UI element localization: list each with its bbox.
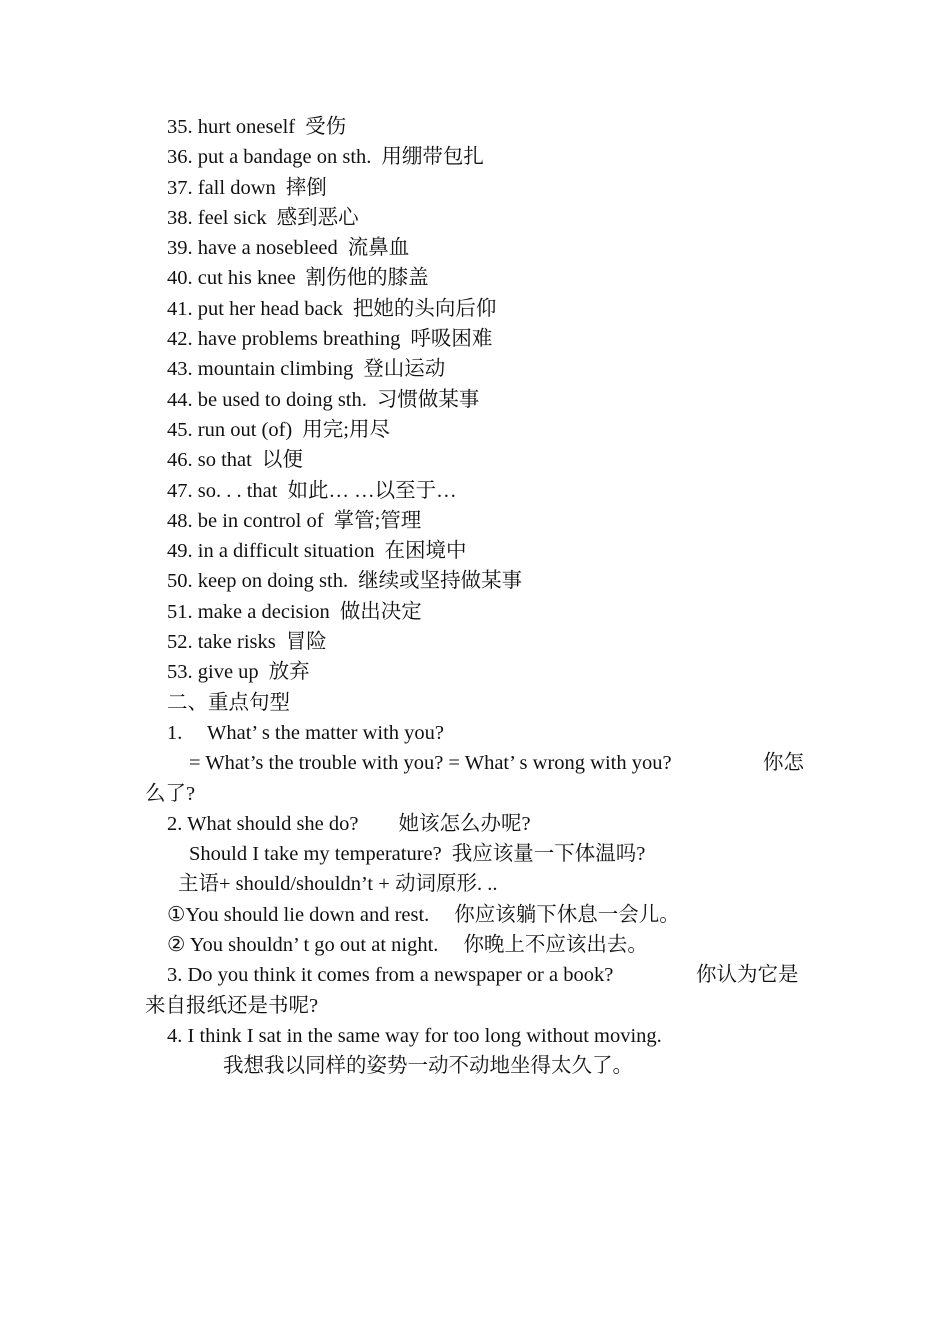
vocab-item xyxy=(0,324,950,354)
vocab-en: 35. hurt oneself xyxy=(167,116,296,138)
vocab-en: 42. have problems breathing xyxy=(167,328,401,351)
sentence-en: Should I take my temperature? xyxy=(189,843,442,866)
vocab-en: 51. make a decision xyxy=(167,600,330,623)
vocab-zh: 割伤他的膝盖 xyxy=(305,267,429,290)
vocab-item xyxy=(0,294,950,324)
vocab-en: 45. run out (of) xyxy=(167,418,293,441)
vocab-zh: 受伤 xyxy=(305,116,347,138)
sentence-en: What’ s the matter with you? xyxy=(207,721,445,744)
vocab-en: 40. cut his knee xyxy=(167,267,296,290)
sentence-zh: 你认为它是 xyxy=(696,964,799,987)
vocab-en: 41. put her head back xyxy=(167,297,343,320)
vocab-zh: 做出决定 xyxy=(339,600,422,623)
sentence-2-pattern: 主语+ should/shouldn’t + 动词原形. .. xyxy=(178,873,498,896)
vocab-zh: 习惯做某事 xyxy=(376,388,480,411)
vocab-en: 37. fall down xyxy=(167,176,276,199)
sentence-1-alt xyxy=(0,748,950,778)
vocab-zh: 以便 xyxy=(261,449,303,472)
vocab-en: 39. have a nosebleed xyxy=(167,237,338,260)
sentence-en: 3. Do you think it comes from a newspaper or a book? xyxy=(167,964,614,987)
sentence-zh: 你应该躺下休息一会儿。 xyxy=(454,903,680,926)
vocab-item xyxy=(0,627,950,657)
sentence-zh: 你晚上不应该出去。 xyxy=(463,934,648,957)
vocab-zh: 用完;用尽 xyxy=(302,418,390,441)
vocab-zh: 冒险 xyxy=(285,631,327,654)
vocab-zh: 流鼻血 xyxy=(347,237,410,260)
vocab-en: 43. mountain climbing xyxy=(167,358,354,381)
vocab-en: 49. in a difficult situation xyxy=(167,540,375,563)
vocab-item xyxy=(0,657,950,687)
sentence-en: = What’s the trouble with you? = What’ s wrong with you? xyxy=(189,752,672,775)
vocab-zh: 登山运动 xyxy=(363,358,446,381)
vocab-item xyxy=(0,112,950,142)
vocab-en: 50. keep on doing sth. xyxy=(167,570,349,593)
sentence-en: ①You should lie down and rest. xyxy=(167,903,430,926)
sentence-number: 1. xyxy=(167,721,183,744)
vocab-zh: 如此… …以至于… xyxy=(287,479,457,502)
vocab-item xyxy=(0,233,950,263)
sentence-zh: 我应该量一下体温吗? xyxy=(451,843,646,866)
vocab-item xyxy=(0,506,950,536)
vocab-zh: 继续或坚持做某事 xyxy=(358,570,523,593)
example-1 xyxy=(0,900,950,930)
vocab-item xyxy=(0,536,950,566)
vocab-item xyxy=(0,354,950,384)
vocab-zh: 把她的头向后仰 xyxy=(352,297,497,320)
vocab-en: 53. give up xyxy=(167,661,259,684)
sentence-1 xyxy=(0,718,950,748)
vocab-item xyxy=(0,385,950,415)
vocab-en: 38. feel sick xyxy=(167,206,267,229)
vocab-en: 44. be used to doing sth. xyxy=(167,388,367,411)
sentence-3-zh-wrap: 来自报纸还是书呢? xyxy=(145,994,319,1017)
vocab-zh: 呼吸困难 xyxy=(410,328,493,351)
vocab-zh: 感到恶心 xyxy=(276,206,359,229)
vocab-item xyxy=(0,566,950,596)
vocab-en: 47. so. . . that xyxy=(167,479,278,502)
vocab-en: 36. put a bandage on sth. xyxy=(167,146,372,169)
vocab-item xyxy=(0,415,950,445)
sentence-2-question xyxy=(0,839,950,869)
vocab-item xyxy=(0,597,950,627)
vocab-item xyxy=(0,445,950,475)
vocab-zh: 在困境中 xyxy=(384,540,467,563)
vocab-en: 52. take risks xyxy=(167,631,276,654)
document-content xyxy=(0,112,950,1082)
sentence-en: 2. What should she do? xyxy=(167,812,359,835)
vocab-en: 48. be in control of xyxy=(167,509,324,532)
section-heading: 二、重点句型 xyxy=(167,691,290,714)
vocab-zh: 掌管;管理 xyxy=(333,509,422,532)
vocab-zh: 放弃 xyxy=(268,661,310,684)
sentence-en: ② You shouldn’ t go out at night. xyxy=(167,934,439,957)
sentence-3 xyxy=(0,960,950,990)
sentence-4: 4. I think I sat in the same way for too long without moving. xyxy=(167,1024,662,1047)
sentence-zh: 你怎 xyxy=(763,752,804,775)
sentence-2 xyxy=(0,809,950,839)
vocab-item xyxy=(0,263,950,293)
vocab-zh: 用绷带包扎 xyxy=(381,146,484,169)
sentence-4-zh: 我想我以同样的姿势一动不动地坐得太久了。 xyxy=(223,1055,633,1078)
vocab-item xyxy=(0,142,950,172)
sentence-1-zh-wrap: 么了? xyxy=(145,782,196,805)
example-2 xyxy=(0,930,950,960)
vocab-item xyxy=(0,203,950,233)
sentence-zh: 她该怎么办呢? xyxy=(398,812,531,835)
vocab-item xyxy=(0,476,950,506)
vocab-en: 46. so that xyxy=(167,449,252,472)
vocab-zh: 摔倒 xyxy=(285,176,327,199)
vocab-item xyxy=(0,173,950,203)
